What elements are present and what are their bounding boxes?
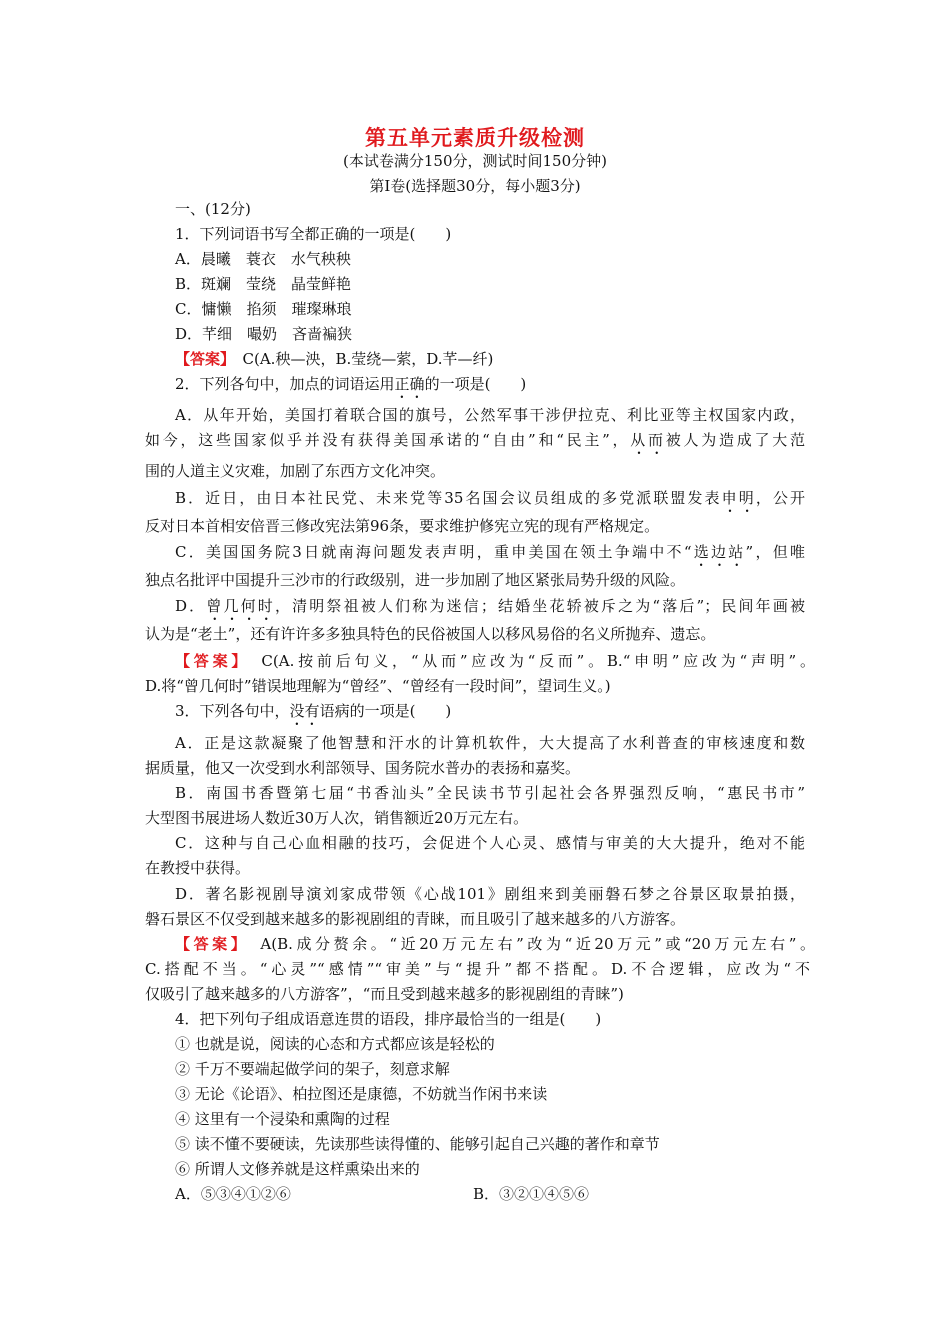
section-header: 第Ⅰ卷(选择题30分，每小题3分)	[369, 177, 581, 195]
q2-option-a-line2	[145, 430, 805, 458]
q2-c-text: C．美国国务院3日就南海问题发表声明，重申美国在领土争端中不“	[175, 543, 692, 561]
q2-b-text-end: ，公开	[755, 489, 805, 507]
q3-stem-text-end: 语病的一项是( )	[319, 702, 452, 720]
q1-option-d: D．芊细 嘬奶 吝啬褊狭	[175, 325, 353, 343]
q2-a-text: 如今，这些国家似乎并没有获得美国承诺的“自由”和“民主”，	[145, 431, 631, 449]
q3-answer-line2: C.搭配不当。“心灵”“感情”“审美”与“提升”都不搭配。D.不合逻辑，应改为“不	[145, 960, 810, 978]
q3-stem-text: 3．下列各句中，	[175, 702, 290, 720]
q2-b-emphasis: 申明	[721, 489, 756, 507]
q3-answer-text: A(B.成分赘余。“近20万元左右”改为“近20万元”或“20万元左右”。	[241, 935, 815, 953]
q1-answer	[175, 349, 493, 369]
q4-option-b: B．③②①④⑤⑥	[473, 1185, 590, 1203]
q2-a-text-end: 被人为造成了大范	[665, 431, 805, 449]
q3-option-b-line1: B．南国书香暨第七届“书香汕头”全民读书节引起社会各界强烈反响，“惠民书市”	[175, 784, 805, 802]
q2-option-c-line2: 独点名批评中国提升三沙市的行政级别，进一步加剧了地区紧张局势升级的风险。	[145, 571, 686, 589]
q2-stem-text-end: 的一项是( )	[424, 375, 527, 393]
q4-sentence-2: ② 千万不要端起做学问的架子，刻意求解	[175, 1060, 450, 1078]
q2-option-a-line3: 围的人道主义灾难，加剧了东西方文化冲突。	[145, 462, 446, 480]
q2-a-emphasis: 从而	[630, 431, 666, 449]
q1-answer-text: C(A.秧—泱，B.莹绕—萦，D.芊—纤)	[227, 350, 494, 368]
q2-stem-emphasis: 正确	[394, 375, 425, 393]
q2-stem-text: 2．下列各句中，加点的词语运用	[175, 375, 395, 393]
q4-sentence-4: ④ 这里有一个浸染和熏陶的过程	[175, 1110, 390, 1128]
q4-sentence-5: ⑤ 读不懂不要硬读，先读那些读得懂的、能够引起自己兴趣的著作和章节	[175, 1135, 660, 1153]
q3-option-c-line1: C．这种与自己心血相融的技巧，会促进个人心灵、感情与审美的大大提升，绝对不能	[175, 834, 805, 852]
q2-stem	[175, 374, 526, 402]
q4-stem: 4．把下列句子组成语意连贯的语段，排序最恰当的一组是( )	[175, 1010, 602, 1028]
document-title: 第五单元素质升级检测	[365, 126, 585, 150]
document-subtitle: (本试卷满分150分，测试时间150分钟)	[343, 152, 607, 170]
q3-answer-line1	[175, 934, 815, 954]
q2-option-c-line1	[175, 542, 805, 570]
q3-option-c-line2: 在教授中获得。	[145, 859, 251, 877]
q4-sentence-3: ③ 无论《论语》、柏拉图还是康德，不妨就当作闲书来读	[175, 1085, 548, 1103]
q2-option-b-line1	[175, 488, 805, 516]
q1-stem: 1．下列词语书写全都正确的一项是( )	[175, 225, 452, 243]
q1-option-b: B．斑斓 莹绕 晶莹鲜艳	[175, 275, 352, 293]
q2-answer-line1	[175, 651, 815, 671]
q3-option-a-line2: 据质量，他又一次受到水利部领导、国务院水普办的表扬和嘉奖。	[145, 759, 581, 777]
q3-answer-line3: 仅吸引了越来越多的八方游客”，“而且受到越来越多的影视剧组的青睐”)	[145, 985, 624, 1003]
q3-option-d-line2: 磐石景区不仅受到越来越多的影视剧组的青睐，而且吸引了越来越多的八方游客。	[145, 910, 686, 928]
q1-option-c: C．慵懒 掐须 璀璨琳琅	[175, 300, 352, 318]
q3-option-b-line2: 大型图书展进场人数近30万人次，销售额近20万元左右。	[145, 809, 529, 827]
q2-d-emphasis: 曾几何时	[206, 597, 275, 615]
q2-option-a-line1: A．从年开始，美国打着联合国的旗号，公然军事干涉伊拉克、利比亚等主权国家内政，	[175, 406, 805, 424]
q2-c-text-end: ”，但唯	[745, 543, 805, 561]
q2-answer-text: C(A.按前后句义，“从而”应改为“反而”。B.“申明”应改为“声明”。	[242, 652, 815, 670]
q2-option-d-line1	[175, 596, 805, 624]
answer-label: 【答案】	[175, 350, 228, 368]
q2-answer-line2: D.将“曾几何时”错误地理解为“曾经”、“曾经有一段时间”，望词生义。)	[145, 677, 611, 695]
q3-option-d-line1: D．著名影视剧导演刘家成带领《心战101》剧组来到美丽磐石梦之谷景区取景拍摄，	[175, 885, 805, 903]
part-heading: 一、(12分)	[175, 200, 251, 218]
q2-c-emphasis: 选边站	[691, 543, 746, 561]
q2-d-text-end: ，清明祭祖被人们称为迷信；结婚坐花轿被斥之为“落后”；民间年画被	[274, 597, 805, 615]
answer-label: 【答案】	[175, 652, 243, 670]
q4-option-a: A．⑤③④①②⑥	[175, 1185, 291, 1203]
q4-sentence-1: ① 也就是说，阅读的心态和方式都应该是轻松的	[175, 1035, 495, 1053]
q4-sentence-6: ⑥ 所谓人文修养就是这样熏染出来的	[175, 1160, 420, 1178]
q2-option-b-line2: 反对日本首相安倍晋三修改宪法第96条，要求维护修宪立宪的现有严格规定。	[145, 517, 660, 535]
q3-option-a-line1: A．正是这款凝聚了他智慧和汗水的计算机软件，大大提高了水利普查的审核速度和数	[175, 734, 805, 752]
q2-b-text: B．近日，由日本社民党、未来党等35名国会议员组成的多党派联盟发表	[175, 489, 722, 507]
q1-option-a: A．晨曦 蓑衣 水气秧秧	[175, 250, 351, 268]
q3-stem	[175, 701, 451, 729]
answer-label: 【答案】	[175, 935, 242, 953]
q2-d-text: D．	[175, 597, 207, 615]
q3-stem-emphasis: 没有	[289, 702, 320, 720]
q2-option-d-line2: 认为是“老土”，还有许许多多独具特色的民俗被国人以移风易俗的名义所抛弃、遗忘。	[145, 625, 716, 643]
